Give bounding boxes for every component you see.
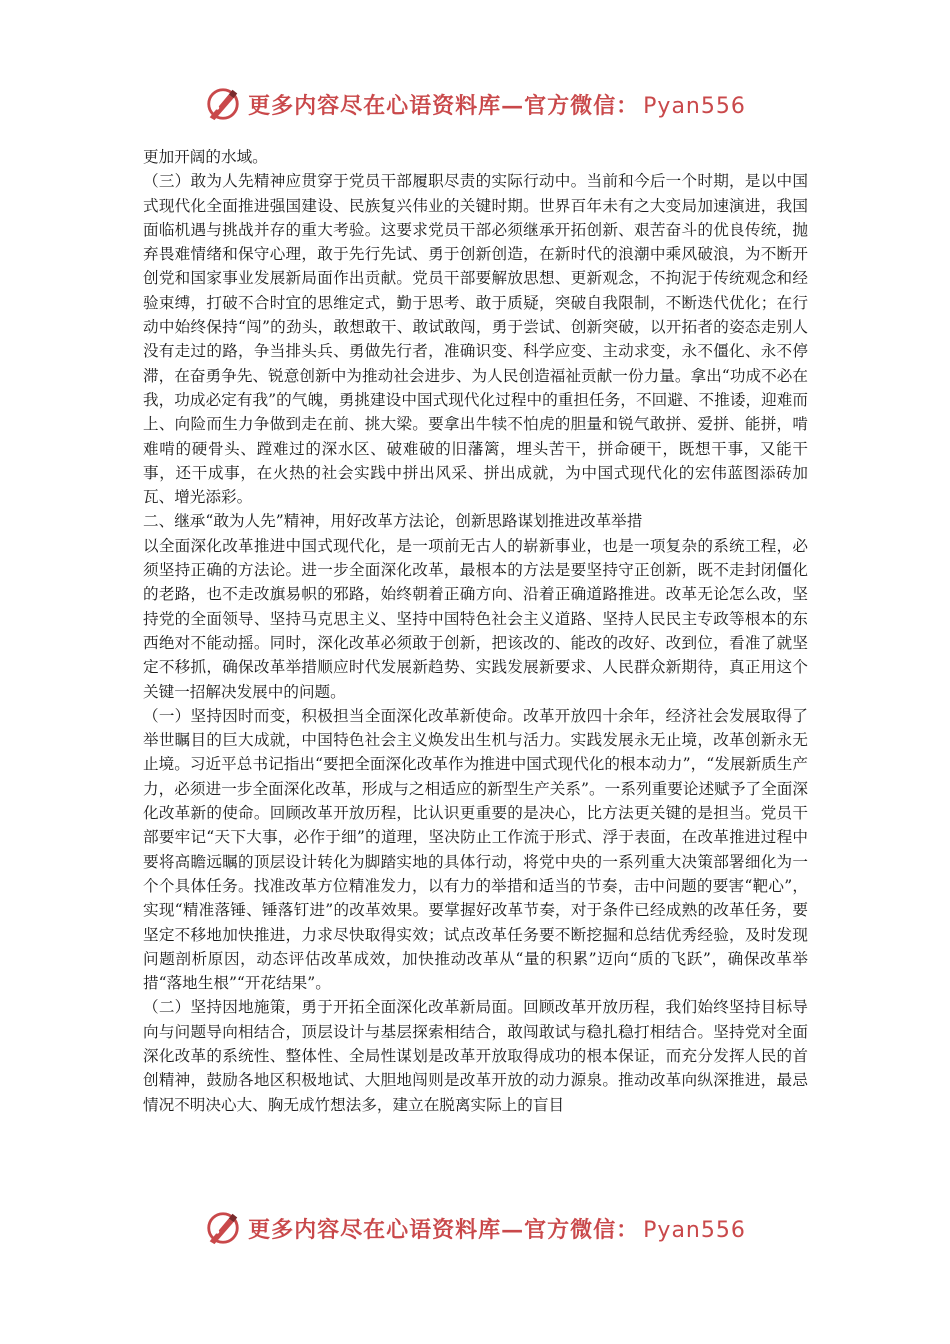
banner-main-text: 更多内容尽在心语资料库 — [248, 1216, 502, 1243]
banner-sub-text: 官方微信： — [524, 92, 640, 119]
paragraph: （三）敢为人先精神应贯穿于党员干部履职尽责的实际行动中。当前和今后一个时期，是以中国式现代化全面推进强国建设、民族复兴伟业的关键时期。世界百年未有之大变局加速演进，我国面临机遇与挑战并存的重大考验。这要求党员干部必须继承开拓创新、艰苦奋斗的优良传统，抛弃畏难情绪和保守心理，敢于先行先试、勇于创新创造，在新时代的浪潮中乘风破浪，为不断开创党和国家事业发展新局面作出贡献。党员干部要解放思想、更新观念，不拘泥于传统观念和经验束缚，打破不合时宜的思维定式，勤于思考、敢于质疑，突破自我限制，不断迭代优化；在行动中始终保持“闯”的劲头，敢想敢干、敢试敢闯，勇于尝试、创新突破，以开拓者的姿态走别人没有走过的路，争当排头兵、勇做先行者，准确识变、科学应变、主动求变，永不僵化、永不停滞，在奋勇争先、锐意创新中为推动社会进步、为人民创造福祉贡献一份力量。拿出“功成不必在我，功成必定有我”的气魄，勇挑建设中国式现代化过程中的重担任务，不回避、不推诿，迎难而上、向险而生力争做到走在前、挑大梁。要拿出牛犊不怕虎的胆量和锐气敢拼、爱拼、能拼，啃难啃的硬骨头、蹚难过的深水区、破难破的旧藩篱，埋头苦干，拼命硬干，既想干事，又能干事，还干成事，在火热的社会实践中拼出风采、拼出成就，为中国式现代化的宏伟蓝图添砖加瓦、增光添彩。 — [143, 172, 808, 507]
paragraph: 更加开阔的水域。 — [143, 148, 268, 166]
banner-text — [248, 89, 746, 120]
banner-dash: — — [501, 92, 525, 119]
pen-logo-icon — [204, 1209, 242, 1247]
banner-wechat-id: Pyan556 — [643, 1217, 746, 1243]
banner-dash: — — [501, 1216, 525, 1243]
paragraph: （一）坚持因时而变，积极担当全面深化改革新使命。改革开放四十余年，经济社会发展取得了举世瞩目的巨大成就，中国特色社会主义焕发出生机与活力。实践发展永无止境，改革创新永无止境。习近平总书记指出“要把全面深化改革作为推进中国式现代化的根本动力”，“发展新质生产力，必须进一步全面深化改革，形成与之相适应的新型生产关系”。一系列重要论述赋予了全面深化改革新的使命。回顾改革开放历程，比认识更重要的是决心，比方法更关键的是担当。党员干部要牢记“天下大事，必作于细”的道理，坚决防止工作流于形式、浮于表面，在改革推进过程中要将高瞻远瞩的顶层设计转化为脚踏实地的具体行动，将党中央的一系列重大决策部署细化为一个个具体任务。找准改革方位精准发力，以有力的举措和适当的节奏，击中问题的要害“靶心”，实现“精准落锤、锤落钉进”的改革效果。要掌握好改革节奏，对于条件已经成熟的改革任务，要坚定不移地加快推进，力求尽快取得实效；试点改革任务要不断挖掘和总结优秀经验，及时发现问题剖析原因，动态评估改革成效，加快推动改革从“量的积累”迈向“质的飞跃”，确保改革举措“落地生根”“开花结果”。 — [143, 706, 808, 993]
footer-banner — [0, 1206, 950, 1250]
header-banner — [0, 82, 950, 126]
document-body — [143, 145, 808, 1117]
banner-main-text: 更多内容尽在心语资料库 — [248, 92, 502, 119]
banner-text — [248, 1213, 746, 1244]
banner-sub-text: 官方微信： — [524, 1216, 640, 1243]
pen-logo-icon — [204, 85, 242, 123]
paragraph: 以全面深化改革推进中国式现代化，是一项前无古人的崭新事业，也是一项复杂的系统工程，必须坚持正确的方法论。进一步全面深化改革，最根本的方法是要坚持守正创新，既不走封闭僵化的老路，也不走改旗易帜的邪路，始终朝着正确方向、沿着正确道路推进。改革无论怎么改，坚持党的全面领导、坚持马克思主义、坚持中国特色社会主义道路、坚持人民民主专政等根本的东西绝对不能动摇。同时，深化改革必须敢于创新，把该改的、能改的改好、改到位，看准了就坚定不移抓，确保改革举措顺应时代发展新趋势、实践发展新要求、人民群众新期待，真正用这个关键一招解决发展中的问题。 — [143, 536, 808, 701]
banner-wechat-id: Pyan556 — [643, 93, 746, 119]
paragraph: （二）坚持因地施策，勇于开拓全面深化改革新局面。回顾改革开放历程，我们始终坚持目标导向与问题导向相结合，顶层设计与基层探索相结合，敢闯敢试与稳扎稳打相结合。坚持党对全面深化改革的系统性、整体性、全局性谋划是改革开放取得成功的根本保证，而充分发挥人民的首创精神，鼓励各地区积极地试、大胆地闯则是改革开放的动力源泉。推动改革向纵深推进，最忌情况不明决心大、胸无成竹想法多，建立在脱离实际上的盲目 — [143, 998, 808, 1114]
section-heading: 二、继承“敢为人先”精神，用好改革方法论，创新思路谋划推进改革举措 — [143, 512, 643, 531]
